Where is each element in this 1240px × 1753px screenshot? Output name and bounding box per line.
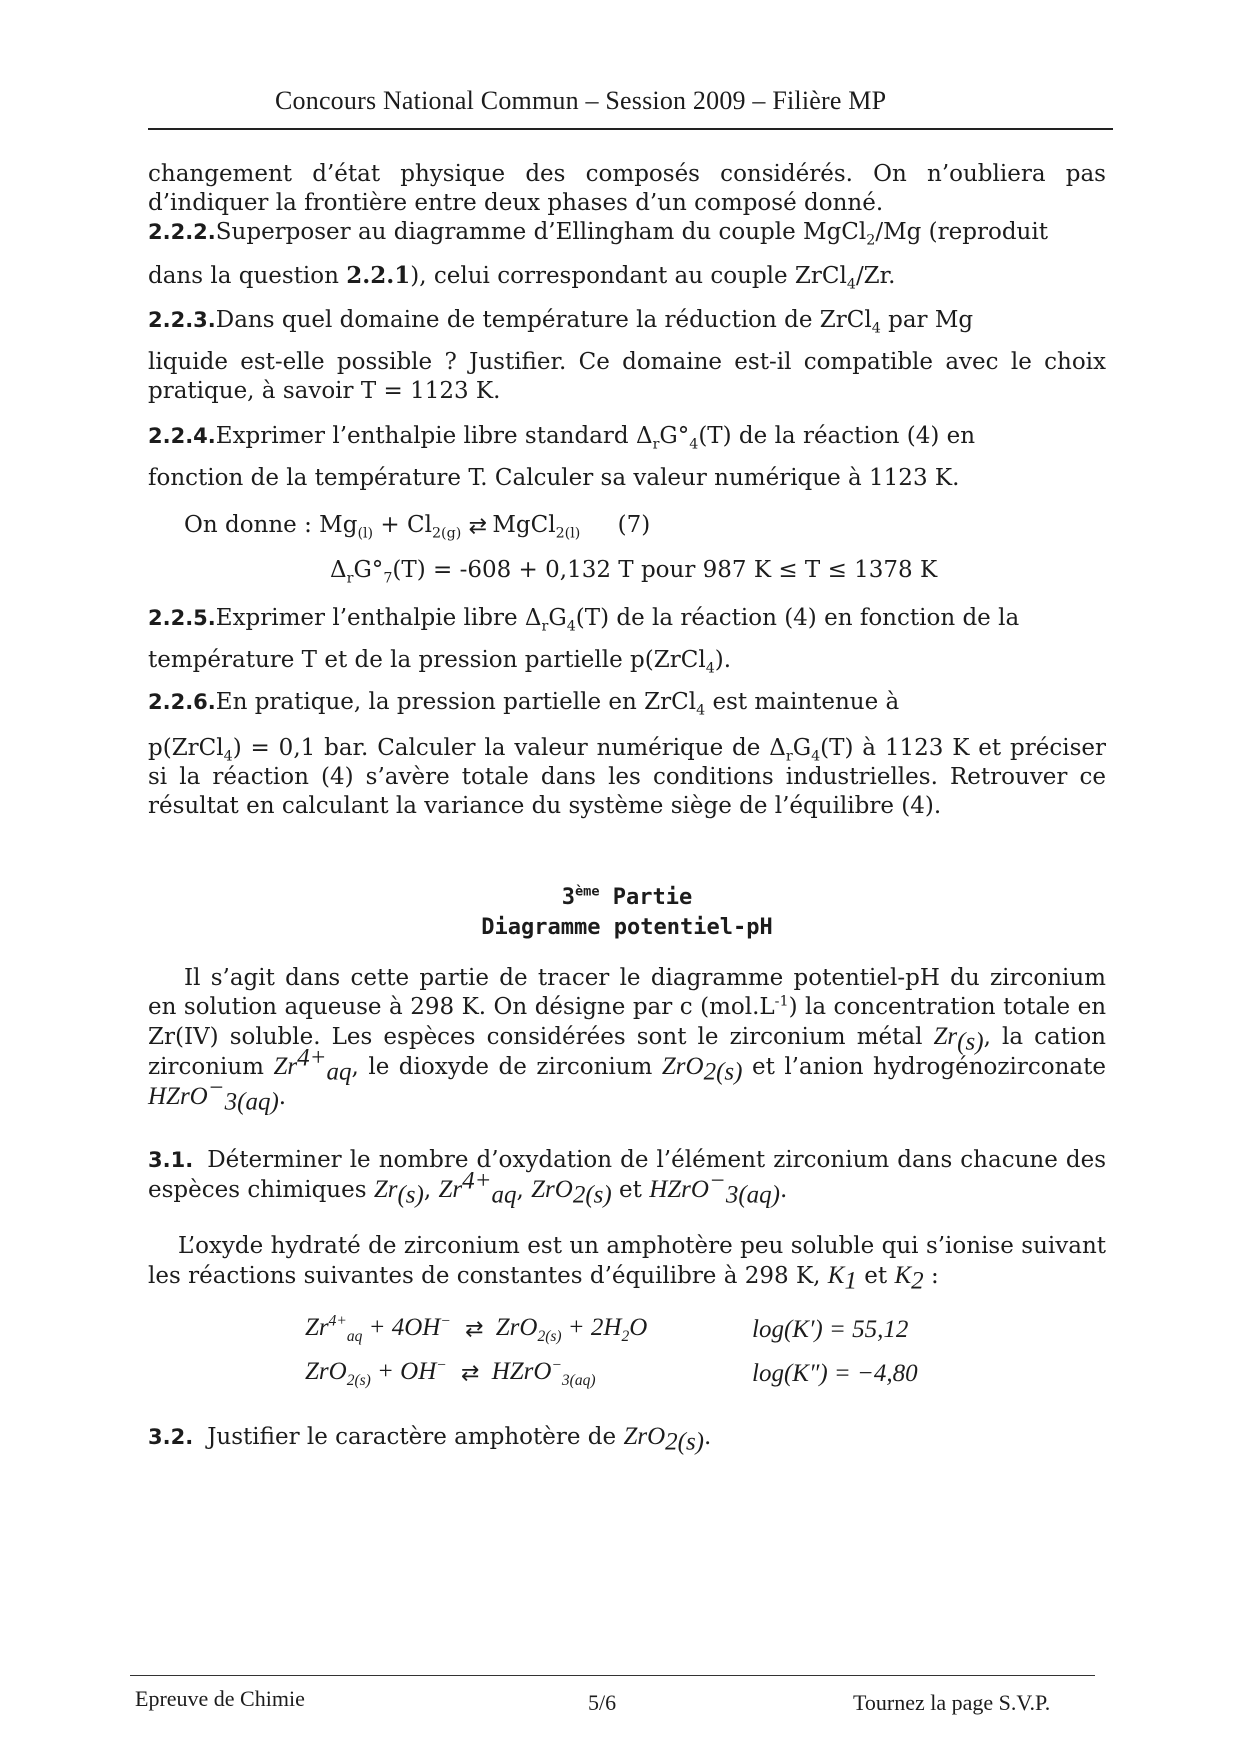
question-2-2-5-line1: 2.2.5.Exprimer l’enthalpie libre $\Delta_rG_4(T)$ de la réaction (4) en fonction de la <box>148 605 1020 635</box>
question-2-2-5-line2: température T et de la pression partielle p(ZrCl$_4$). <box>148 647 732 677</box>
question-number: 2.2.2. <box>148 220 216 244</box>
equilibrium-arrows-icon: ⇄ <box>468 513 486 539</box>
paragraph-continuation: changement d’état physique des composés considérés. On n’oubliera pas d’indiquer la frontière entre deux phases d’un composé donné. <box>148 161 1106 216</box>
question-number: 2.2.6. <box>148 690 216 714</box>
question-2-2-4-line1: 2.2.4.Exprimer l’enthalpie libre standard $\Delta_rG^\circ_4(T)$ de la réaction (4) en <box>148 423 976 453</box>
amphoteric-paragraph: L’oxyde hydraté de zirconium est un amphotère peu soluble qui s’ionise suivant les réactions suivantes de constantes d’équilibre à 298 K, $K_1$ et $K_2$ : <box>148 1233 1106 1295</box>
question-2-2-2-line2: dans la question 2.2.1), celui correspondant au couple ZrCl$_4$/Zr. <box>148 262 896 293</box>
equilibrium-arrows-icon: ⇄ <box>461 1360 478 1386</box>
part-3-intro: Il s’agit dans cette partie de tracer le diagramme potentiel-pH du zirconium en solution aqueuse à 298 K. On désigne par c $(mol.L^{-1})$ la concentration totale en Zr(IV) soluble. Les espèces considérées sont le zirconium métal $Zr_{(s)}$, la cation zirconium $Zr^{4+}_{aq}$, le dioxyde de zirconium ZrO$_{2(s)}$ et l’anion hydrogénozirconate HZrO−$_{3(aq)}$. <box>148 965 1107 1116</box>
header-rule <box>148 128 1113 130</box>
question-2-2-4-line2: fonction de la température T. Calculer sa valeur numérique à 1123 K. <box>148 465 960 491</box>
part-3-subtitle: Diagramme potentiel-pH <box>481 915 773 940</box>
question-number: 3.2. <box>148 1425 194 1449</box>
footer-exam-name: Epreuve de Chimie <box>135 1686 305 1711</box>
question-number: 2.2.4. <box>148 424 216 448</box>
footer-rule <box>130 1675 1095 1676</box>
question-2-2-3-body: liquide est-elle possible ? Justifier. Ce domaine est-il compatible avec le choix pratique, à savoir T = 1123 K. <box>148 349 1106 404</box>
question-2-2-2-line1: 2.2.2.Superposer au diagramme d’Ellingham du couple MgCl$_2$/Mg (reproduit <box>148 219 1048 249</box>
question-2-2-3-line1: 2.2.3.Dans quel domaine de température la réduction de ZrCl$_4$ par Mg <box>148 307 974 337</box>
equilibrium-equation-1: $Zr^{4+}_{aq} + 4OH^-$ ⇄ $ZrO_{2(s)} + 2H_2O$ <box>305 1312 648 1345</box>
question-number: 2.2.3. <box>148 308 216 332</box>
given-free-enthalpy-7: $\Delta_rG^\circ_7(T) = -608 + 0,132$ T pour 987 K ≤ T ≤ 1378 K <box>330 557 938 587</box>
equilibrium-equation-2: ZrO$_{2(s)}$ + OH− ⇄ HZrO−$_{3(aq)}$ <box>305 1356 596 1389</box>
footer-turn-page: Tournez la page S.V.P. <box>853 1690 1051 1715</box>
page-header-title: Concours National Commun – Session 2009 – Filière MP <box>275 86 887 115</box>
question-number: 3.1. <box>148 1148 194 1172</box>
equilibrium-arrows-icon: ⇄ <box>465 1316 482 1342</box>
question-reference: 2.2.1 <box>346 262 411 289</box>
equilibrium-constant-1: log(K′) = 55,12 <box>752 1316 909 1343</box>
question-2-2-6-body: p(ZrCl$_4$) = 0,1 bar. Calculer la valeur numérique de $\Delta_rG_4(T)$ à 1123 K et préciser si la réaction (4) s’avère totale dans les conditions industrielles. Retrouver ce résultat en calculant la variance du système siège de l’équilibre (4). <box>148 735 1106 819</box>
question-2-2-6-line1: 2.2.6.En pratique, la pression partielle en ZrCl$_4$ est maintenue à <box>148 689 900 719</box>
given-reaction-7: On donne : $Mg_{(l)} + Cl_{2(g)}$ ⇄ MgCl$_{2(l)}$ (7) <box>184 512 651 542</box>
footer-page-number: 5/6 <box>588 1690 617 1715</box>
question-3-2: 3.2. Justifier le caractère amphotère de ZrO$_{2(s)}$. <box>148 1423 712 1456</box>
part-3-heading: 3ème Partie <box>561 883 693 910</box>
equilibrium-constant-2: log(K″) = −4,80 <box>752 1360 918 1387</box>
question-number: 2.2.5. <box>148 606 216 630</box>
question-3-1: 3.1. Déterminer le nombre d’oxydation de l’élément zirconium dans chacune des espèces chimiques $Zr_{(s)}$, $Zr^{4+}_{aq}$, ZrO$_{2(s)}$ et HZrO−$_{3(aq)}$. <box>148 1147 1106 1209</box>
